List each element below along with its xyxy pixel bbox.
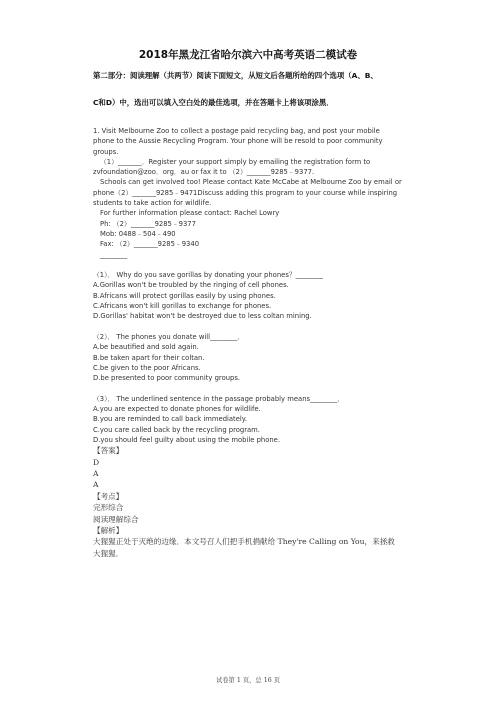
jiexi-text: 大猩猩． — [93, 548, 124, 558]
answer-item: D — [93, 457, 100, 467]
question-3-option-c: C.you care called back by the recycling program. — [93, 425, 260, 434]
passage-line: phone（2）_______9285﹣9471Discuss adding this program to your course while inspiring — [93, 188, 398, 197]
passage-line: phone to the Aussie Recycling Program. Your phone will be resold to poor community — [93, 137, 383, 146]
question-1-option-c: C.Africans won't kill gorillas to exchange for phones. — [93, 302, 272, 311]
kaodian-label: 【考点】 — [93, 491, 124, 501]
answer-item: A — [93, 469, 99, 479]
answer-label: 【答案】 — [93, 446, 124, 456]
question-3-stem: （3）． The underlined sentence in the passage probably means________． — [93, 394, 345, 403]
passage-line: groups. — [93, 147, 119, 156]
question-1-option-d: D.Gorillas' habitat won't be destroyed due to less coltan mining. — [93, 312, 312, 321]
passage-line: Schools can get involved too! Please contact Kate McCabe at Melbourne Zoo by email or — [100, 178, 402, 187]
passage-line: For further information please contact: Rachel Lowry — [100, 209, 280, 218]
passage-line: Ph: （2）_______9285﹣9377 — [100, 219, 196, 228]
question-3-option-d: D.you should feel guilty about using the mobile phone. — [93, 435, 281, 444]
question-2-option-c: C.be given to the poor Africans. — [93, 363, 201, 372]
answer-item: A — [93, 480, 99, 490]
page-title: 2018年黑龙江省哈尔滨六中高考英语二模试卷 — [138, 49, 358, 61]
kaodian-item: 阅读理解综合 — [93, 514, 139, 524]
question-2-option-a: A.be beautified and sold again. — [93, 343, 199, 352]
passage-line: Fax: （2）_______9285﹣9340 — [100, 240, 200, 249]
section-heading-line2: C和D）中，选出可以填入空白处的最佳选项，并在答题卡上将该项涂黑． — [93, 98, 334, 107]
passage-line: Mob: 0488﹣504﹣490 — [100, 229, 176, 238]
question-1-option-a: A.Gorillas won't be troubled by the ringing of cell phones. — [93, 281, 289, 290]
question-2-stem: （2）． The phones you donate will________． — [93, 332, 245, 341]
question-1-stem: （1）． Why do you save gorillas by donating your phones？________ — [93, 271, 323, 280]
question-1-option-b: B.Africans will protect gorillas easily by using phones. — [93, 291, 276, 300]
passage-line: 1. Visit Melbourne Zoo to collect a postage paid recycling bag, and post your mobile — [93, 127, 380, 135]
question-2-option-d: D.be presented to poor community groups. — [93, 374, 241, 383]
passage-line: zvfoundation@zoo．org．au or fax it to （2）_______9285﹣9377. — [93, 168, 315, 177]
passage-line: （1）_______．Register your support simply by emailing the registration form to — [100, 157, 371, 166]
main-content — [93, 126, 425, 559]
passage-line: students to take action for wildlife. — [93, 199, 212, 208]
question-3-option-b: B.you are reminded to call back immediately. — [93, 415, 248, 424]
jiexi-label: 【解析】 — [93, 526, 124, 536]
page-footer: 试卷第 1 页，总 16 页 — [215, 677, 281, 684]
jiexi-text: 大猩猩正处于灭绝的边缘．本文号召人们把手机捐献给 They're Calling on You，来拯救 — [93, 537, 395, 547]
passage-line: ________ — [100, 250, 128, 259]
section-heading-line1: 第二部分：阅读理解（共两节）阅读下面短文，从短文后各题所给的四个选项（A、B、 — [93, 71, 378, 80]
kaodian-item: 完形综合 — [93, 503, 124, 513]
question-3-option-a: A.you are expected to donate phones for wildlife. — [93, 405, 261, 414]
question-2-option-b: B.be taken apart for their coltan. — [93, 353, 205, 362]
